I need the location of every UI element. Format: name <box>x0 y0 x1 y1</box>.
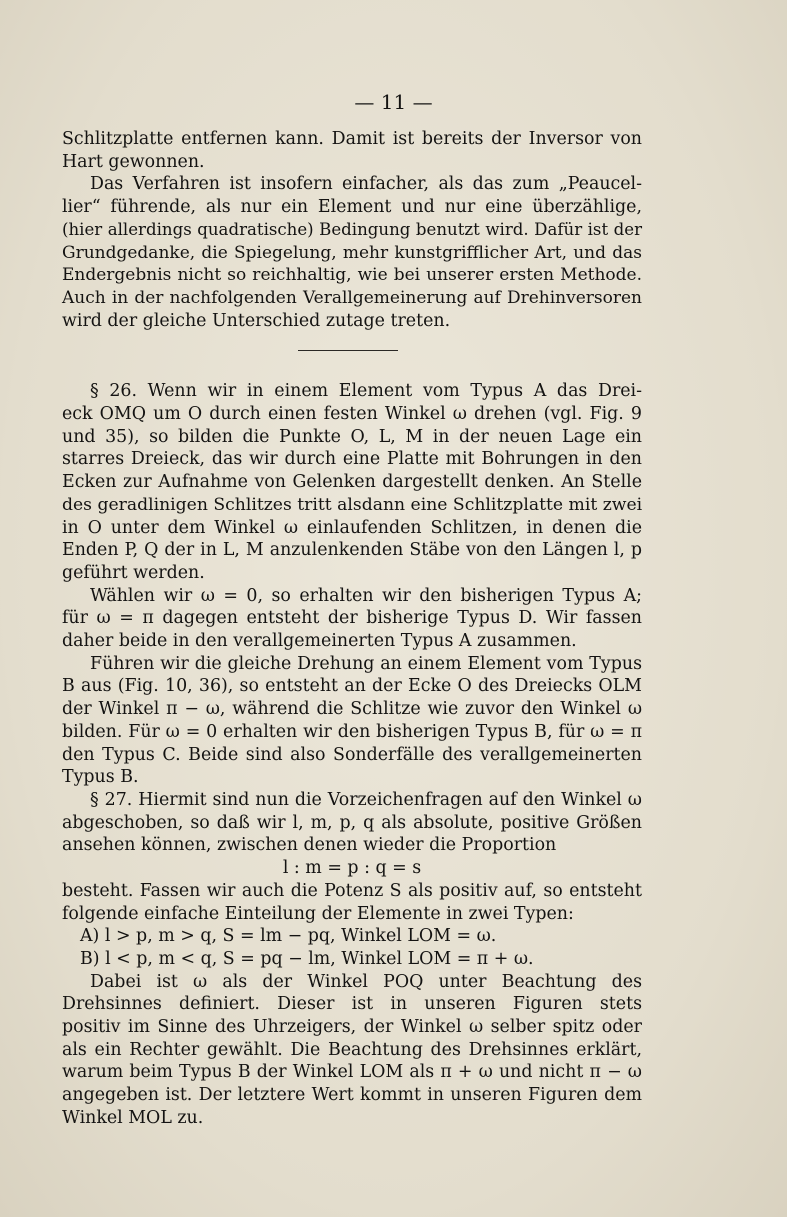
text-line: Das Verfahren ist insofern einfacher, als das zum „Peaucel- <box>90 174 642 195</box>
text-line: Auch in der nachfolgenden Verallgemeinerung auf Drehinversoren <box>62 287 642 308</box>
text-line: Typus B. <box>62 767 139 788</box>
text-line: in O unter dem Winkel ω einlaufenden Schlitzen, in denen die <box>62 517 642 538</box>
text-line: angegeben ist. Der letztere Wert kommt in unseren Figuren dem <box>62 1085 642 1106</box>
type-a-definition: A) l > p, m > q, S = lm − pq, Winkel LOM = ω. <box>80 926 497 947</box>
text-line: wird der gleiche Unterschied zutage treten. <box>62 310 451 331</box>
page-number: — 11 — <box>354 90 433 114</box>
text-line: Wählen wir ω = 0, so erhalten wir den bisherigen Typus A; <box>90 585 642 606</box>
text-line: folgende einfache Einteilung der Elemente in zwei Typen: <box>62 903 574 924</box>
text-line: Ecken zur Aufnahme von Gelenken dargestellt denken. An Stelle <box>62 472 642 493</box>
text-line: der Winkel π − ω, während die Schlitze wie zuvor den Winkel ω <box>62 699 642 720</box>
text-line: Winkel MOL zu. <box>62 1107 204 1128</box>
text-line: Hart gewonnen. <box>62 151 205 172</box>
body-text <box>62 128 642 1130</box>
text-line: Schlitzplatte entfernen kann. Damit ist bereits der Inversor von <box>62 129 642 149</box>
text-line: Drehsinnes definiert. Dieser ist in unseren Figuren stets <box>62 994 642 1015</box>
text-line: abgeschoben, so daß wir l, m, p, q als absolute, positive Größen <box>62 812 642 833</box>
text-line: lier“ führende, als nur ein Element und nur eine überzählige, <box>62 197 642 218</box>
text-line: positiv im Sinne des Uhrzeigers, der Winkel ω selber spitz oder <box>62 1017 642 1038</box>
text-line: als ein Rechter gewählt. Die Beachtung des Drehsinnes erklärt, <box>62 1039 642 1060</box>
text-line: § 26. Wenn wir in einem Element vom Typus A das Drei- <box>90 381 642 402</box>
text-line: geführt werden. <box>62 562 205 583</box>
text-line: Enden P, Q der in L, M anzulenkenden Stäbe von den Längen l, p <box>62 540 642 561</box>
text-line: ansehen können, zwischen denen wieder die Proportion <box>62 835 557 856</box>
text-line: des geradlinigen Schlitzes tritt alsdann eine Schlitzplatte mit zwei <box>62 494 643 515</box>
text-line: starres Dreieck, das wir durch eine Platte mit Bohrungen in den <box>62 449 642 470</box>
text-line: (hier allerdings quadratische) Bedingung benutzt wird. Dafür ist der <box>62 219 642 239</box>
proportion-formula: l : m = p : q = s <box>282 858 422 879</box>
text-line: den Typus C. Beide sind also Sonderfälle des verallgemeinerten <box>62 744 642 765</box>
text-line: daher beide in den verallgemeinerten Typus A zusammen. <box>62 631 577 652</box>
text-line: Führen wir die gleiche Drehung an einem Element vom Typus <box>90 653 642 674</box>
section-divider <box>62 332 642 370</box>
text-line: und 35), so bilden die Punkte O, L, M in der neuen Lage ein <box>62 426 642 447</box>
text-line: für ω = π dagegen entsteht der bisherige Typus D. Wir fassen <box>62 608 642 629</box>
text-line: Dabei ist ω als der Winkel POQ unter Beachtung des <box>90 971 642 992</box>
text-line: Endergebnis nicht so reichhaltig, wie bei unserer ersten Methode. <box>62 265 642 286</box>
text-line: warum beim Typus B der Winkel LOM als π + ω und nicht π − ω <box>62 1062 642 1083</box>
type-b-definition: B) l < p, m < q, S = pq − lm, Winkel LOM = π + ω. <box>80 948 534 969</box>
text-line: bilden. Für ω = 0 erhalten wir den bisherigen Typus B, für ω = π <box>62 721 642 742</box>
text-line: Grundgedanke, die Spiegelung, mehr kunstgrifflicher Art, und das <box>62 242 642 263</box>
text-line: § 27. Hiermit sind nun die Vorzeichenfragen auf den Winkel ω <box>90 789 642 810</box>
text-line: B aus (Fig. 10, 36), so entsteht an der Ecke O des Dreiecks OLM <box>62 676 642 697</box>
text-line: besteht. Fassen wir auch die Potenz S als positiv auf, so entsteht <box>62 880 642 901</box>
text-line: eck OMQ um O durch einen festen Winkel ω drehen (vgl. Fig. 9 <box>62 404 642 425</box>
